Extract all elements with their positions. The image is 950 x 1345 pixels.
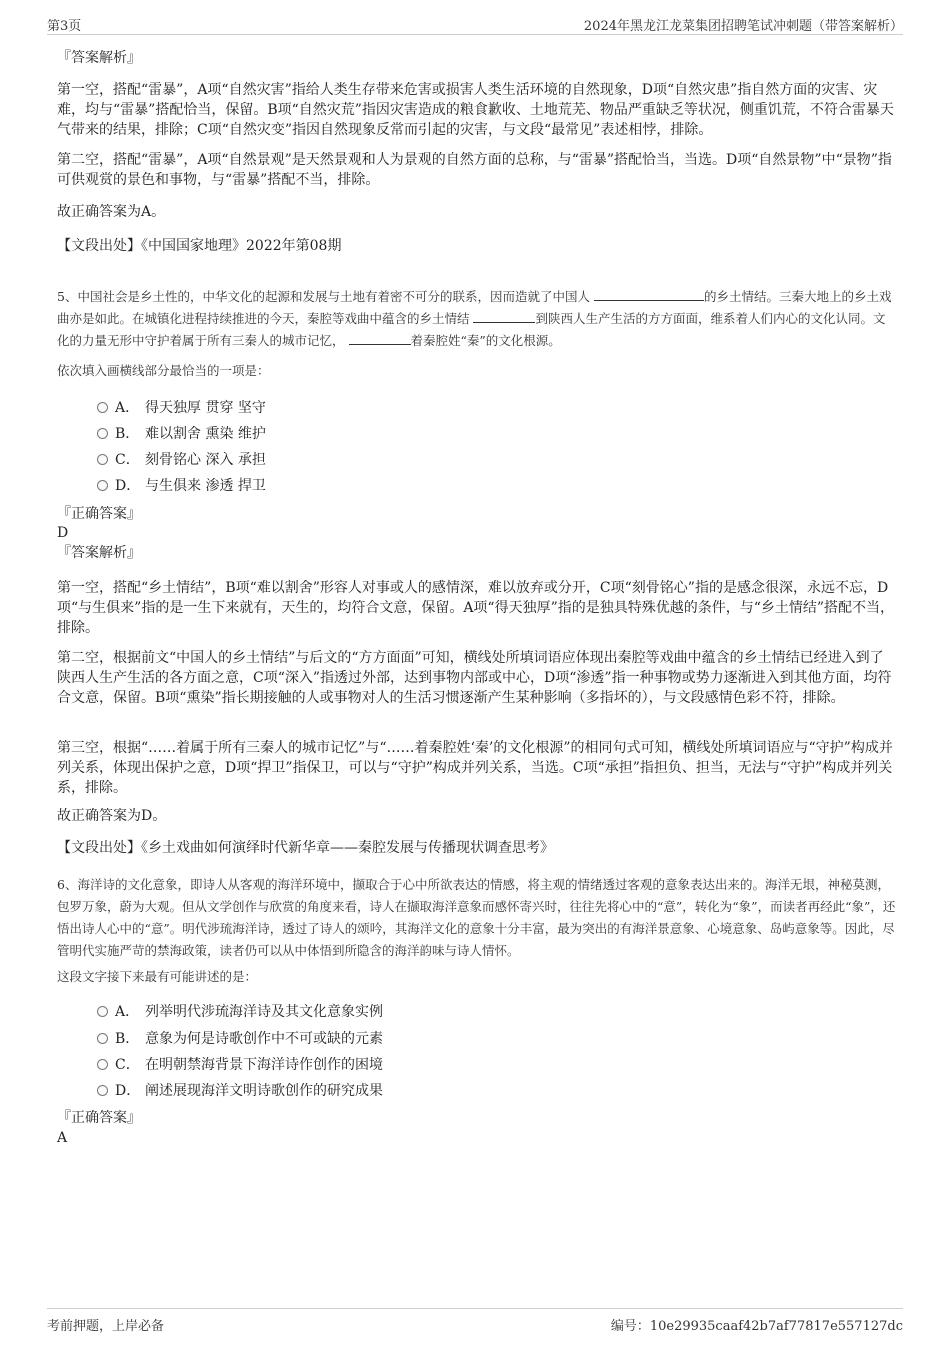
q6-option-c[interactable]: C． 在明朝禁海背景下海洋诗作创作的困境 [97,1055,383,1075]
radio-icon[interactable] [97,1059,108,1070]
q5-stem: 5、中国社会是乡土性的，中华文化的起源和发展与土地有着密不可分的联系，因而造就了中国人 的乡土情结。三秦大地上的乡土戏曲亦是如此。在城镇化进程持续推进的今天，秦腔等戏曲中蕴含的乡土情结 到陕西人生产生活的方方面面，维系着人们内心的文化认同。文化的力量无形中守护着属于所有三秦人的城市记忆， 着秦腔姓“秦”的文化根源。 [57,289,892,348]
radio-icon[interactable] [97,1033,108,1044]
q6-option-d[interactable]: D． 阐述展现海洋文明诗歌创作的研究成果 [97,1081,383,1101]
radio-icon[interactable] [97,1006,108,1017]
page-number: 第3页 [47,19,82,34]
page-footer [47,1308,903,1335]
q5-option-a[interactable]: A． 得天独厚 贯穿 坚守 [97,398,266,418]
prev-analysis-para-1: 第一空，搭配“雷暴”，A项“自然灾害”指给人类生存带来危害或损害人类生活环境的自然现象，D项“自然灾患”指自然方面的灾害、灾难，均与“雷暴”搭配恰当，保留。B项“自然灾荒”指因灾害造成的粮食歉收、土地荒芜、物品严重缺乏等状况，侧重饥荒，不符合雷暴天气带来的结果，排除；C项“自然灾变”指因自然现象反常而引起的灾害，与文段“最常见”表述相悖，排除。 [57,82,894,138]
blank-1 [594,288,704,301]
q5-answer: D [57,525,69,541]
q5-analysis-para-3: 第三空，根据“……着属于所有三秦人的城市记忆”与“……着秦腔姓‘秦’的文化根源”的相同句式可知，横线处所填词语应与“守护”构成并列关系，体现出保护之意，D项“捍卫”指保卫，可以与“守护”构成并列关系，当选。C项“承担”指担负、担当，无法与“守护”构成并列关系，排除。 [57,740,893,796]
q6-option-b[interactable]: B． 意象为何是诗歌创作中不可或缺的元素 [97,1029,383,1049]
q6-prompt: 这段文字接下来最有可能讲述的是： [57,969,258,984]
q5-answer-title: 『正确答案』 [57,506,141,522]
prev-analysis-para-2: 第二空，搭配“雷暴”，A项“自然景观”是天然景观和人为景观的自然方面的总称，与“雷暴”搭配恰当，当选。D项“自然景物”中“景物”指可供观赏的景色和事物，与“雷暴”搭配不当，排除。 [57,152,892,188]
q5-option-c[interactable]: C． 刻骨铭心 深入 承担 [97,450,266,470]
document-id: 编号：10e29935caaf42b7af77817e557127dc [610,1319,903,1334]
q5-conclusion: 故正确答案为D。 [57,808,167,824]
blank-3 [349,332,411,345]
radio-icon[interactable] [97,428,108,439]
q5-prompt: 依次填入画横线部分最恰当的一项是： [57,363,270,378]
prev-source: 【文段出处】《中国国家地理》2022年第08期 [57,238,342,254]
q5-option-d[interactable]: D． 与生俱来 渗透 捍卫 [97,476,266,496]
footer-slogan: 考前押题，上岸必备 [47,1319,165,1334]
q6-answer: A [57,1130,68,1146]
radio-icon[interactable] [97,1085,108,1096]
q6-stem: 6、海洋诗的文化意象，即诗人从客观的海洋环境中，撷取合于心中所欲表达的情感，将主观的情绪透过客观的意象表达出来的。海洋无垠，神秘莫测，包罗万象，蔚为大观。但从文学创作与欣赏的角度来看，诗人在撷取海洋意象而感怀寄兴时，往往先将心中的“意”，转化为“象”，而读者再经此“象”，还悟出诗人心中的“意”。明代涉琉海洋诗，透过了诗人的颂吟，其海洋文化的意象十分丰富，最为突出的有海洋景意象、心境意象、岛屿意象等。因此，尽管明代实施严苛的禁海政策，读者仍可以从中体悟到所隐含的海洋韵味与诗人情怀。 [57,877,896,958]
radio-icon[interactable] [97,402,108,413]
prev-conclusion: 故正确答案为A。 [57,204,166,220]
radio-icon[interactable] [97,480,108,491]
radio-icon[interactable] [97,454,108,465]
q5-source: 【文段出处】《乡土戏曲如何演绎时代新华章——秦腔发展与传播现状调查思考》 [57,840,554,856]
q5-analysis-title: 『答案解析』 [57,545,141,561]
page-header [47,12,903,35]
blank-2 [473,310,535,323]
q5-analysis-para-1: 第一空，搭配“乡土情结”，B项“难以割舍”形容人对事或人的感情深，难以放弃或分开，C项“刻骨铭心”指的是感念很深，永远不忘，D项“与生俱来”指的是一生下来就有，天生的，均符合文意，保留。A项“得天独厚”指的是独具特殊优越的条件，与“乡土情结”搭配不当，排除。 [57,580,895,636]
q6-answer-title: 『正确答案』 [57,1110,141,1126]
q6-option-a[interactable]: A． 列举明代涉琉海洋诗及其文化意象实例 [97,1002,383,1022]
prev-analysis-title: 『答案解析』 [57,50,141,66]
q5-analysis-para-2: 第二空，根据前文“中国人的乡土情结”与后文的“方方面面”可知，横线处所填词语应体现出秦腔等戏曲中蕴含的乡土情结已经进入到了陕西人生产生活的各方面之意，C项“深入”指透过外部，达到事物内部或中心，D项“渗透”指一种事物或势力逐渐进入到其他方面，均符合文意，保留。B项“熏染”指长期接触的人或事物对人的生活习惯逐渐产生某种影响（多指坏的），与文段感情色彩不符，排除。 [57,650,892,706]
document-title: 2024年黑龙江龙菜集团招聘笔试冲刺题（带答案解析） [583,19,903,34]
q5-option-b[interactable]: B． 难以割舍 熏染 维护 [97,424,266,444]
